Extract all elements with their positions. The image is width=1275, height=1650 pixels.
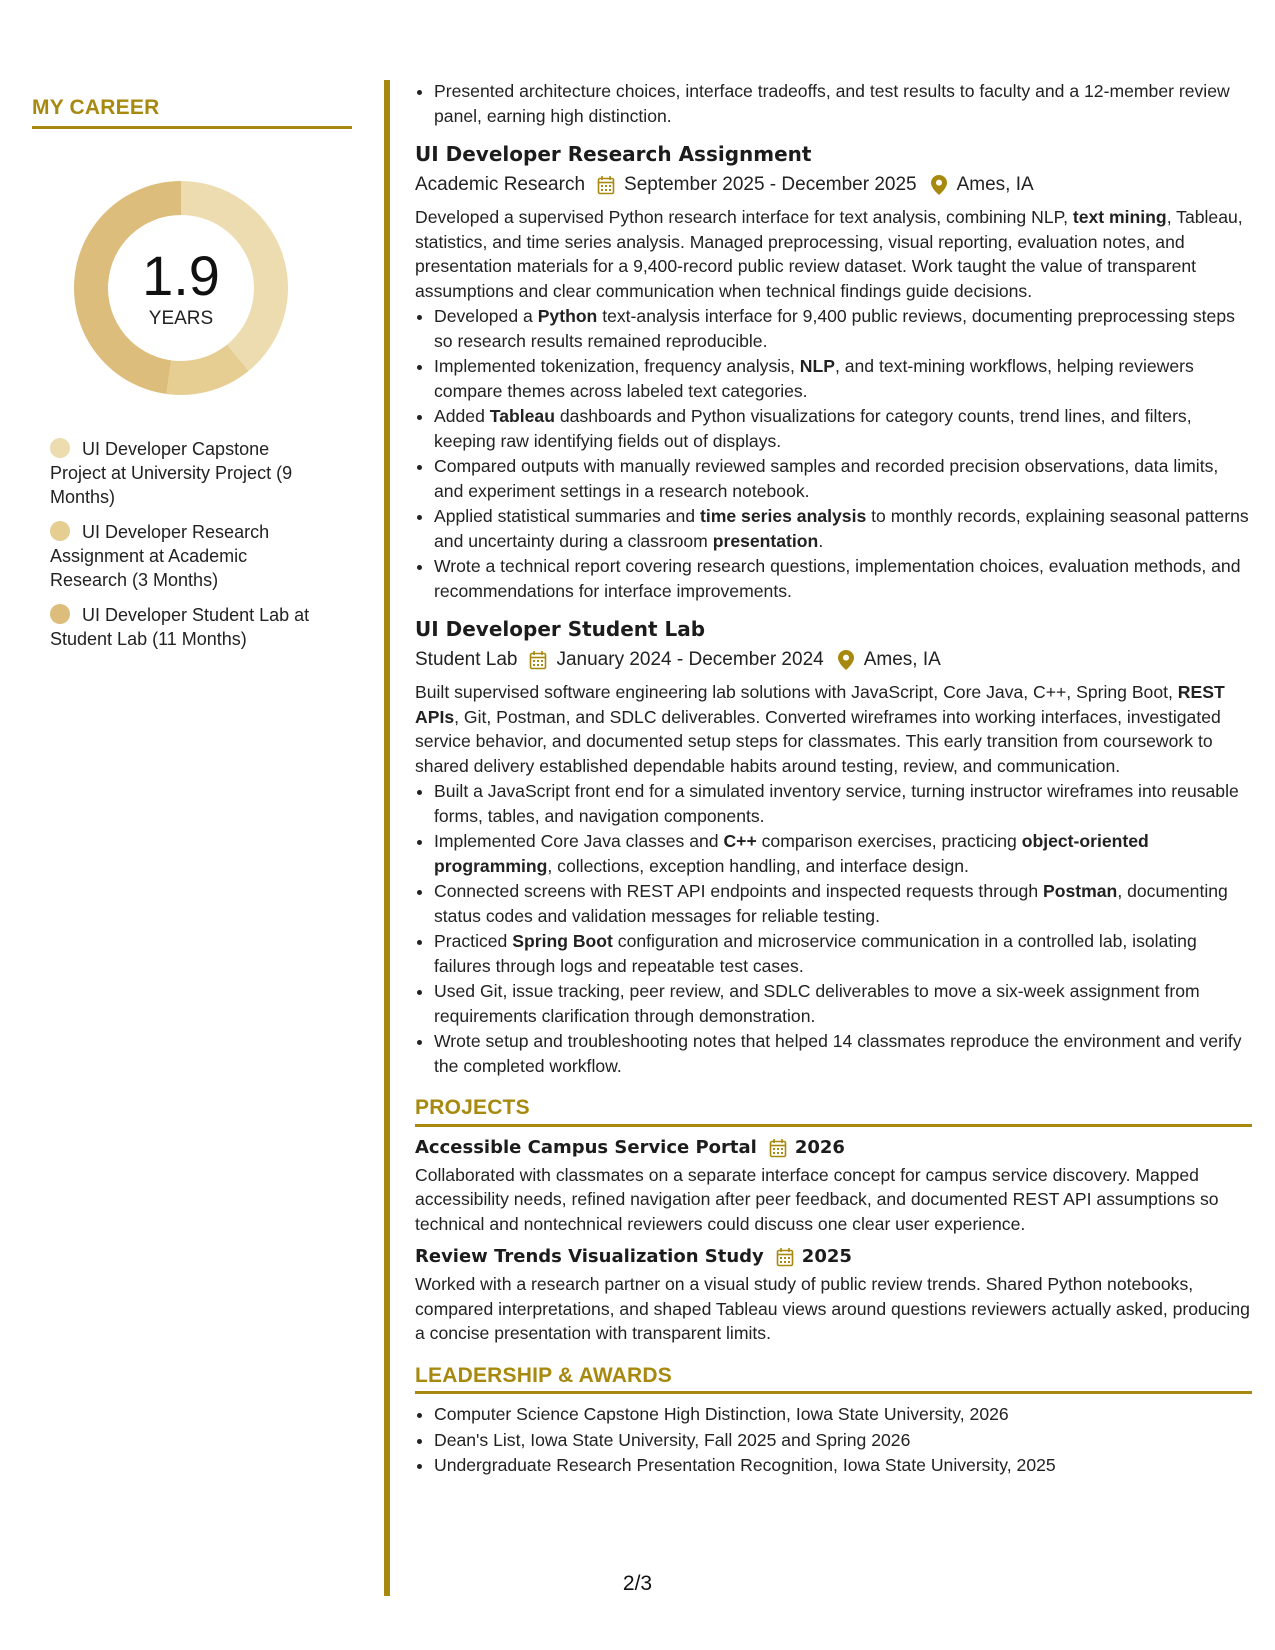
bullet-item: • Presented architecture choices, interface tradeoffs, and test results to faculty and a 12-member review panel, earning high distinction. — [434, 79, 1252, 128]
job-entry — [415, 140, 1252, 603]
project-entry — [415, 1244, 1252, 1346]
job-org: Academic Research — [415, 174, 586, 195]
project-title: Review Trends Visualization Study — [415, 1246, 764, 1267]
bullet-item: • Wrote a technical report covering research questions, implementation choices, evaluation methods, and recommendations for interface improvements. — [434, 554, 1252, 603]
project-title-row — [415, 1135, 1252, 1161]
projects-heading: PROJECTS — [415, 1096, 1252, 1127]
job-title: UI Developer Student Lab — [415, 617, 706, 641]
job-title: UI Developer Research Assignment — [415, 142, 812, 166]
bullet-item: • Applied statistical summaries and time series analysis to monthly records, explaining seasonal patterns and uncertainty during a classroom presentation. — [434, 504, 1252, 553]
job-dates: January 2024 - December 2024 — [556, 649, 824, 670]
main-content — [415, 79, 1252, 1479]
project-description: Collaborated with classmates on a separate interface concept for campus service discovery. Mapped accessibility needs, refined navigation after peer feedback, and documented REST API assumptions so technical and nontechnical reviewers could discuss one clear user experience. — [415, 1164, 1219, 1234]
legend-item — [50, 520, 322, 592]
calendar-icon — [769, 1138, 787, 1158]
career-donut-chart — [66, 173, 296, 403]
awards-list — [415, 1402, 1252, 1478]
job-location: Ames, IA — [863, 649, 941, 670]
bullet-item: • Used Git, issue tracking, peer review, and SDLC deliverables to move a six-week assignment from requirements clarification through demonstration. — [434, 979, 1252, 1028]
bullet-item: • Wrote setup and troubleshooting notes that helped 14 classmates reproduce the environment and verify the completed workflow. — [434, 1029, 1252, 1078]
total-years-unit: YEARS — [148, 308, 214, 329]
previous-job-bullets — [415, 79, 1252, 128]
job-location: Ames, IA — [956, 174, 1034, 195]
bullet-item: • Implemented tokenization, frequency analysis, NLP, and text-mining workflows, helping reviewers compare themes across labeled text categories. — [434, 354, 1252, 403]
project-year: 2026 — [794, 1136, 845, 1158]
donut-center — [66, 173, 296, 403]
bullet-item: • Compared outputs with manually reviewed samples and recorded precision observations, data limits, and experiment settings in a research notebook. — [434, 454, 1252, 503]
legend-item — [50, 437, 322, 509]
bullet-item: • Developed a Python text-analysis interface for 9,400 public reviews, documenting preprocessing steps so research results remained reproducible. — [434, 304, 1252, 353]
calendar-icon — [776, 1247, 794, 1267]
job-entry — [415, 615, 1252, 1078]
job-meta — [415, 646, 1252, 674]
job-description: Built supervised software engineering lab solutions with JavaScript, Core Java, C++, Spring Boot, REST APIs, Git, Postman, and SDLC deliverables. Converted wireframes into working interfaces, investigated service behavior, and documented setup steps for classmates. This early transition from coursework to shared delivery established dependable habits around testing, review, and communication. — [415, 682, 1225, 776]
bullet-item: • Implemented Core Java classes and C++ comparison exercises, practicing object-oriented programming, collections, exception handling, and interface design. — [434, 829, 1252, 878]
project-description: Worked with a research partner on a visual study of public review trends. Shared Python notebooks, compared interpretations, and shaped Tableau views around questions reviewers actually asked, producing a concise presentation with transparent limits. — [415, 1274, 1250, 1343]
awards-heading: LEADERSHIP & AWARDS — [415, 1364, 1252, 1395]
bullet-item: • Practiced Spring Boot configuration and microservice communication in a controlled lab, isolating failures through logs and repeatable test cases. — [434, 929, 1252, 978]
job-meta — [415, 171, 1252, 199]
total-years-value: 1.9 — [142, 244, 220, 307]
page-number: 2/3 — [622, 1572, 653, 1595]
job-dates: September 2025 - December 2025 — [624, 174, 917, 195]
award-item: • Computer Science Capstone High Distinction, Iowa State University, 2026 — [434, 1402, 1252, 1427]
legend-dot — [50, 604, 70, 624]
map-pin-icon — [931, 175, 947, 195]
legend-label: UI Developer Student Lab at Student Lab (11 Months) — [50, 605, 310, 649]
calendar-icon — [597, 175, 615, 195]
legend-dot — [50, 521, 70, 541]
bullet-item: • Added Tableau dashboards and Python visualizations for category counts, trend lines, and filters, keeping raw identifying fields out of displays. — [434, 404, 1252, 453]
calendar-icon — [529, 650, 547, 670]
project-year: 2025 — [801, 1246, 852, 1267]
job-bullets — [415, 779, 1252, 1078]
job-bullets — [415, 304, 1252, 603]
legend-label: UI Developer Capstone Project at University Project (9 Months) — [50, 439, 293, 507]
career-sidebar — [32, 96, 352, 662]
project-title-row — [415, 1244, 1252, 1270]
career-heading: MY CAREER — [32, 96, 352, 129]
legend-dot — [50, 438, 70, 458]
career-legend — [50, 437, 322, 651]
column-divider — [384, 80, 390, 1596]
bullet-item: • Connected screens with REST API endpoints and inspected requests through Postman, documenting status codes and validation messages for reliable testing. — [434, 879, 1252, 928]
project-title: Accessible Campus Service Portal — [415, 1136, 757, 1158]
legend-item — [50, 603, 322, 651]
bullet-item: • Built a JavaScript front end for a simulated inventory service, turning instructor wireframes into reusable forms, tables, and navigation components. — [434, 779, 1252, 828]
award-item: • Undergraduate Research Presentation Recognition, Iowa State University, 2025 — [434, 1453, 1252, 1478]
job-description: Developed a supervised Python research interface for text analysis, combining NLP, text mining, Tableau, statistics, and time series analysis. Managed preprocessing, visual reporting, evaluation notes, and presentation materials for a 9,400-record public review dataset. Work taught the value of transparent assumptions and clear communication when technical findings guide decisions. — [415, 207, 1243, 301]
job-org: Student Lab — [415, 649, 518, 670]
project-entry — [415, 1135, 1252, 1237]
award-item: • Dean's List, Iowa State University, Fall 2025 and Spring 2026 — [434, 1428, 1252, 1453]
legend-label: UI Developer Research Assignment at Academic Research (3 Months) — [50, 522, 270, 590]
map-pin-icon — [838, 650, 854, 670]
